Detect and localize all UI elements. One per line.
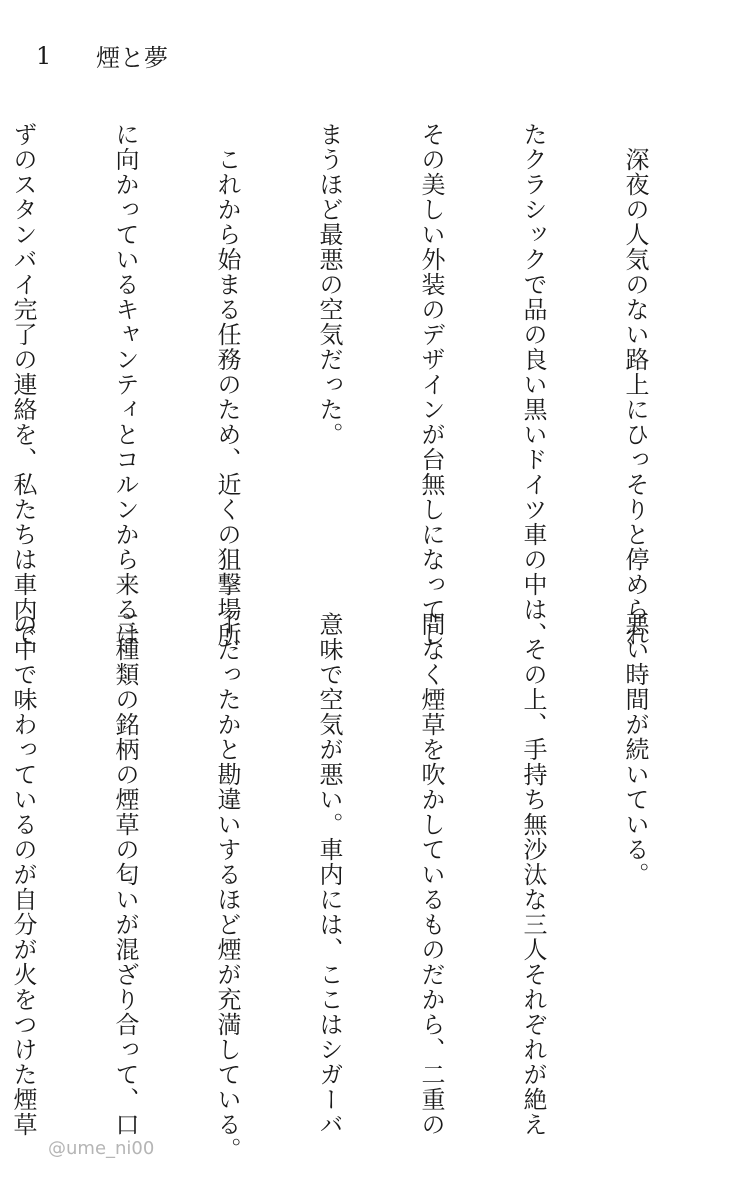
text-line: ーだったかと勘違いするほど煙が充満している。 [213, 612, 241, 1162]
text-line: 深夜の人気のない路上にひっそりと停められ [621, 122, 649, 647]
upper-text-block [0, 122, 720, 647]
text-line: たクラシックで品の良い黒いドイツ車の中は、 [519, 122, 547, 647]
text-line: その上、手持ち無沙汰な三人それぞれが絶え [519, 612, 547, 1137]
author-watermark: @ume_ni00 [48, 1138, 155, 1159]
chapter-header [36, 38, 168, 73]
text-line: の中で味わっているのが自分が火をつけた煙草 [9, 612, 37, 1137]
text-line: これから始まる任務のため、近くの狙撃場所 [213, 122, 241, 647]
text-line: まうほど最悪の空気だった。 [315, 122, 343, 447]
text-line: 意味で空気が悪い。車内には、ここはシガーバ [315, 612, 343, 1137]
chapter-title: 煙と夢 [96, 44, 168, 72]
text-line: 間なく煙草を吹かしているものだから、二重の [417, 612, 445, 1137]
text-line: ずのスタンバイ完了の連絡を、私たちは車内で [9, 122, 37, 647]
chapter-number: 1 [36, 41, 52, 70]
text-line: 悪い時間が続いている。 [621, 612, 649, 887]
text-line: 三種類の銘柄の煙草の匂いが混ざり合って、口 [111, 612, 139, 1137]
text-line: その美しい外装のデザインが台無しになってし [417, 122, 445, 647]
text-line: に向かっているキャンティとコルンから来るは [111, 122, 139, 647]
